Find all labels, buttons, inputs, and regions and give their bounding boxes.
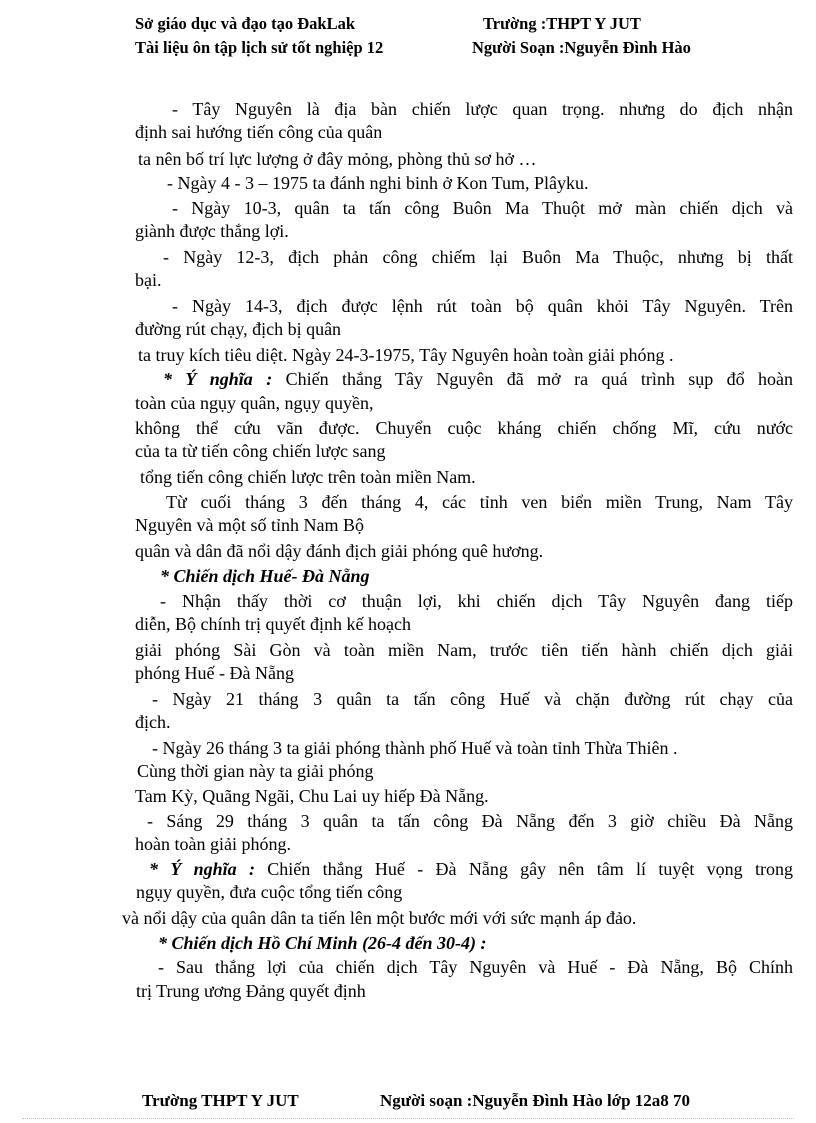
text-line: đường rút chạy, địch bị quân [135,319,342,339]
text-line: quân và dân đã nổi dậy đánh địch giải phóng quê hương. [135,541,544,561]
significance-label: * Ý nghĩa : [149,859,255,879]
section-heading: * Chiến dịch Huế- Đà Nẵng [160,566,370,586]
text-line: - Sau thắng lợi của chiến dịch Tây Nguyên và Huế - Đà Nẵng, Bộ Chính [158,957,793,977]
text-line: và nổi dậy của quân dân ta tiến lên một bước mới với sức mạnh áp đảo. [122,908,637,928]
footer-divider [22,1118,794,1119]
header-school: Trường :THPT Y JUT [483,14,641,33]
text-line: diễn, Bộ chính trị quyết định kế hoạch [135,614,411,634]
text-line: định sai hướng tiến công của quân [135,122,383,142]
footer-author: Người soạn :Nguyễn Đình Hào lớp 12a8 70 [380,1091,691,1110]
text-line: hoàn toàn giải phóng. [135,834,291,854]
text-line: bại. [135,270,162,290]
text-line: địch. [135,712,171,732]
text-line: tổng tiến công chiến lược trên toàn miền Nam. [140,467,476,487]
text-line: - Ngày 4 - 3 – 1975 ta đánh nghi binh ở Kon Tum, Plâyku. [167,173,589,193]
text-line: - Ngày 21 tháng 3 quân ta tấn công Huế và chặn đường rút chạy của [152,689,793,709]
text-line: - Nhận thấy thời cơ thuận lợi, khi chiến dịch Tây Nguyên đang tiếp [160,591,793,611]
text-line: - Sáng 29 tháng 3 quân ta tấn công Đà Nẵng đến 3 giờ chiều Đà Nẵng [147,811,793,831]
header-author: Người Soạn :Nguyễn Đình Hào [472,38,691,57]
footer-school: Trường THPT Y JUT [142,1091,299,1110]
header-dept: Sở giáo dục và đạo tạo ĐakLak [135,14,356,33]
text-line: Nguyên và một số tỉnh Nam Bộ [135,515,364,535]
text-line: - Ngày 10-3, quân ta tấn công Buôn Ma Thuột mở màn chiến dịch và [172,198,793,218]
section-heading: * Chiến dịch Hồ Chí Minh (26-4 đến 30-4) : [158,933,487,953]
text-line: - Ngày 26 tháng 3 ta giải phóng thành phố Huế và toàn tỉnh Thừa Thiên . [152,738,678,758]
text-line: không thể cứu vãn được. Chuyển cuộc kháng chiến chống Mĩ, cứu nước [135,418,793,438]
text-line: - Ngày 14-3, địch được lệnh rút toàn bộ quân khỏi Tây Nguyên. Trên [172,296,793,316]
significance-text: Chiến thắng Huế - Đà Nẵng gây nên tâm lí tuyệt vọng trong [254,859,793,879]
text-line: - Tây Nguyên là địa bàn chiến lược quan trọng. nhưng do địch nhận [172,99,793,119]
text-line: ta nên bố trí lực lượng ở đây mỏng, phòng thủ sơ hở … [138,149,537,169]
text-line [163,368,793,390]
text-line: Tam Kỳ, Quãng Ngãi, Chu Lai uy hiếp Đà Nẵng. [135,786,489,806]
text-line [149,858,793,880]
text-line: Từ cuối tháng 3 đến tháng 4, các tỉnh ven biển miền Trung, Nam Tây [166,492,793,512]
header-doc-title: Tài liệu ôn tập lịch sử tốt nghiệp 12 [135,38,384,57]
text-line: giành được thắng lợi. [135,221,289,241]
significance-text: Chiến thắng Tây Nguyên đã mở ra quá trình sụp đổ hoàn [272,369,793,389]
text-line: giải phóng Sài Gòn và toàn miền Nam, trước tiên tiến hành chiến dịch giải [135,640,793,660]
text-line: - Ngày 12-3, địch phản công chiếm lại Buôn Ma Thuộc, nhưng bị thất [163,247,793,267]
text-line: toàn của ngụy quân, ngụy quyền, [135,393,374,413]
text-line: của ta từ tiến công chiến lược sang [135,441,386,461]
significance-label: * Ý nghĩa : [163,369,273,389]
text-line: trị Trung ương Đảng quyết định [136,981,366,1001]
text-line: ta truy kích tiêu diệt. Ngày 24-3-1975, Tây Nguyên hoàn toàn giải phóng . [138,345,674,365]
text-line: ngụy quyền, đưa cuộc tổng tiến công [136,882,403,902]
text-line: Cùng thời gian này ta giải phóng [137,761,374,781]
text-line: phóng Huế - Đà Nẵng [135,663,294,683]
